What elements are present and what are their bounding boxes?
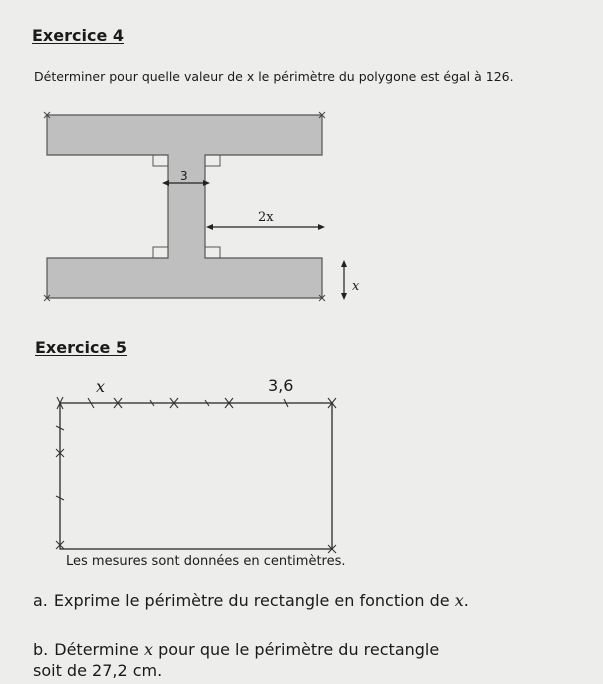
i-shape-polygon xyxy=(44,112,347,301)
right-angle-marker xyxy=(153,247,168,258)
question-b xyxy=(33,639,439,681)
question-b-prefix: b. xyxy=(33,640,49,659)
question-b-text-1: Détermine xyxy=(54,640,139,659)
exercise4-title: Exercice 4 xyxy=(32,26,124,45)
label-width-3: 3 xyxy=(180,169,188,183)
right-angle-marker xyxy=(205,247,220,258)
question-b-text-2: soit de 27,2 cm. xyxy=(33,661,163,680)
question-b-var: x xyxy=(143,640,153,659)
question-a-suffix: . xyxy=(463,591,469,610)
question-a xyxy=(33,590,469,611)
question-a-var: x xyxy=(454,591,464,610)
question-a-prefix: a. xyxy=(33,591,48,610)
polygon-shape xyxy=(47,115,322,298)
label-height-x: x xyxy=(352,279,360,294)
label-length-2x: 2x xyxy=(258,210,274,225)
right-angle-marker xyxy=(205,155,220,166)
question-b-text-1-rest: pour que le périmètre du rectangle xyxy=(158,640,440,659)
exercise5-title: Exercice 5 xyxy=(35,338,127,357)
right-angle-marker xyxy=(153,155,168,166)
rectangle-shape xyxy=(60,403,332,549)
label-3-6: 3,6 xyxy=(268,376,294,395)
units-note: Les mesures sont données en centimètres. xyxy=(66,554,346,569)
rectangle-figure xyxy=(56,397,336,553)
question-a-text: Exprime le périmètre du rectangle en fonction de xyxy=(53,591,450,610)
label-x: x xyxy=(96,377,106,396)
exercise4-statement: Déterminer pour quelle valeur de x le périmètre du polygone est égal à 126. xyxy=(34,69,514,84)
